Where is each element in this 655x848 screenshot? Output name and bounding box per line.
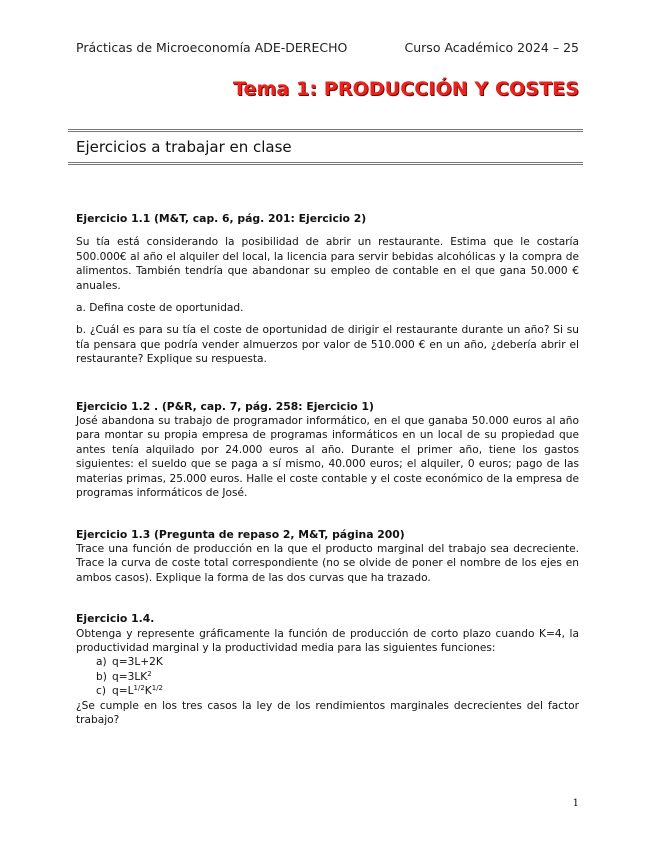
section-banner [68, 129, 583, 165]
exercise-part-b: b. ¿Cuál es para su tía el coste de oportunidad de dirigir el restaurante durante un año? Si su tía pensara que podría vender almuerzos por valor de 510.000 € en un año, ¿debería abrir el restaurante? Explique su respuesta. [76, 324, 579, 366]
header-year: Curso Académico 2024 – 25 [404, 40, 579, 55]
exercise-heading: Ejercicio 1.4. [76, 612, 155, 626]
page-title: Tema 1: PRODUCCIÓN Y COSTES [233, 78, 579, 100]
exercise-question: ¿Se cumple en los tres casos la ley de los rendimientos marginales decrecientes del factor trabajo? [76, 699, 579, 726]
list-item: a) q=3L+2K [96, 656, 163, 669]
exercise-1-3 [76, 528, 579, 586]
exercise-text: Obtenga y represente gráficamente la función de producción de corto plazo cuando K=4, la productividad marginal y la productividad media para las siguientes funciones: [76, 627, 579, 654]
exercise-text: José abandona su trabajo de programador informático, en el que ganaba 50.000 euros al año para montar su propia empresa de programas informáticos en un local de su propiedad que antes tenía alquilado por 24.000 euros al año. Durante el primer año, tiene los gastos siguientes: el sueldo que se paga a sí mismo, 40.000 euros; el alquiler, 0 euros; pago de las materias primas, 25.000 euros. Halle el coste contable y el coste económico de la empresa de programas informáticos de José. [76, 415, 579, 500]
list-item: c) $q=L^{1/2}K^{1/2}$ [96, 684, 163, 698]
exercise-heading: Ejercicio 1.1 (M&T, cap. 6, pág. 201: Ejercicio 2) [76, 212, 367, 225]
exercise-heading: Ejercicio 1.3 (Pregunta de repaso 2, M&T, página 200) [76, 527, 405, 541]
exercise-part-a: a. Defina coste de oportunidad. [76, 302, 244, 315]
exercise-heading: Ejercicio 1.2 . (P&R, cap. 7, pág. 258: Ejercicio 1) [76, 399, 374, 413]
exercise-text: Trace una función de producción en la que el producto marginal del trabajo sea decreciente. Trace la curva de coste total correspondiente (no se olvide de poner el nombre de los ejes en ambos casos). Explique la forma de las dos curvas que ha trazado. [76, 542, 579, 584]
header-course: Prácticas de Microeconomía ADE-DERECHO [76, 40, 348, 55]
exercise-1-4 [76, 612, 579, 727]
section-title: Ejercicios a trabajar en clase [76, 138, 292, 156]
exercise-1-1 [76, 212, 579, 367]
exercise-text: Su tía está considerando la posibilidad de abrir un restaurante. Estima que le costaría 500.000€ al año el alquiler del local, la licencia para servir bebidas alcohólicas y la compra de alimentos. También tendría que abandonar su empleo de contable en el que gana 50.000 € anuales. [76, 236, 579, 292]
exercise-1-2 [76, 400, 579, 501]
exercise-list [76, 212, 579, 727]
page-header [76, 40, 579, 55]
page-number: 1 [572, 798, 579, 809]
list-item: b) $q=3LK^2$ [96, 669, 152, 683]
function-list [76, 655, 579, 698]
